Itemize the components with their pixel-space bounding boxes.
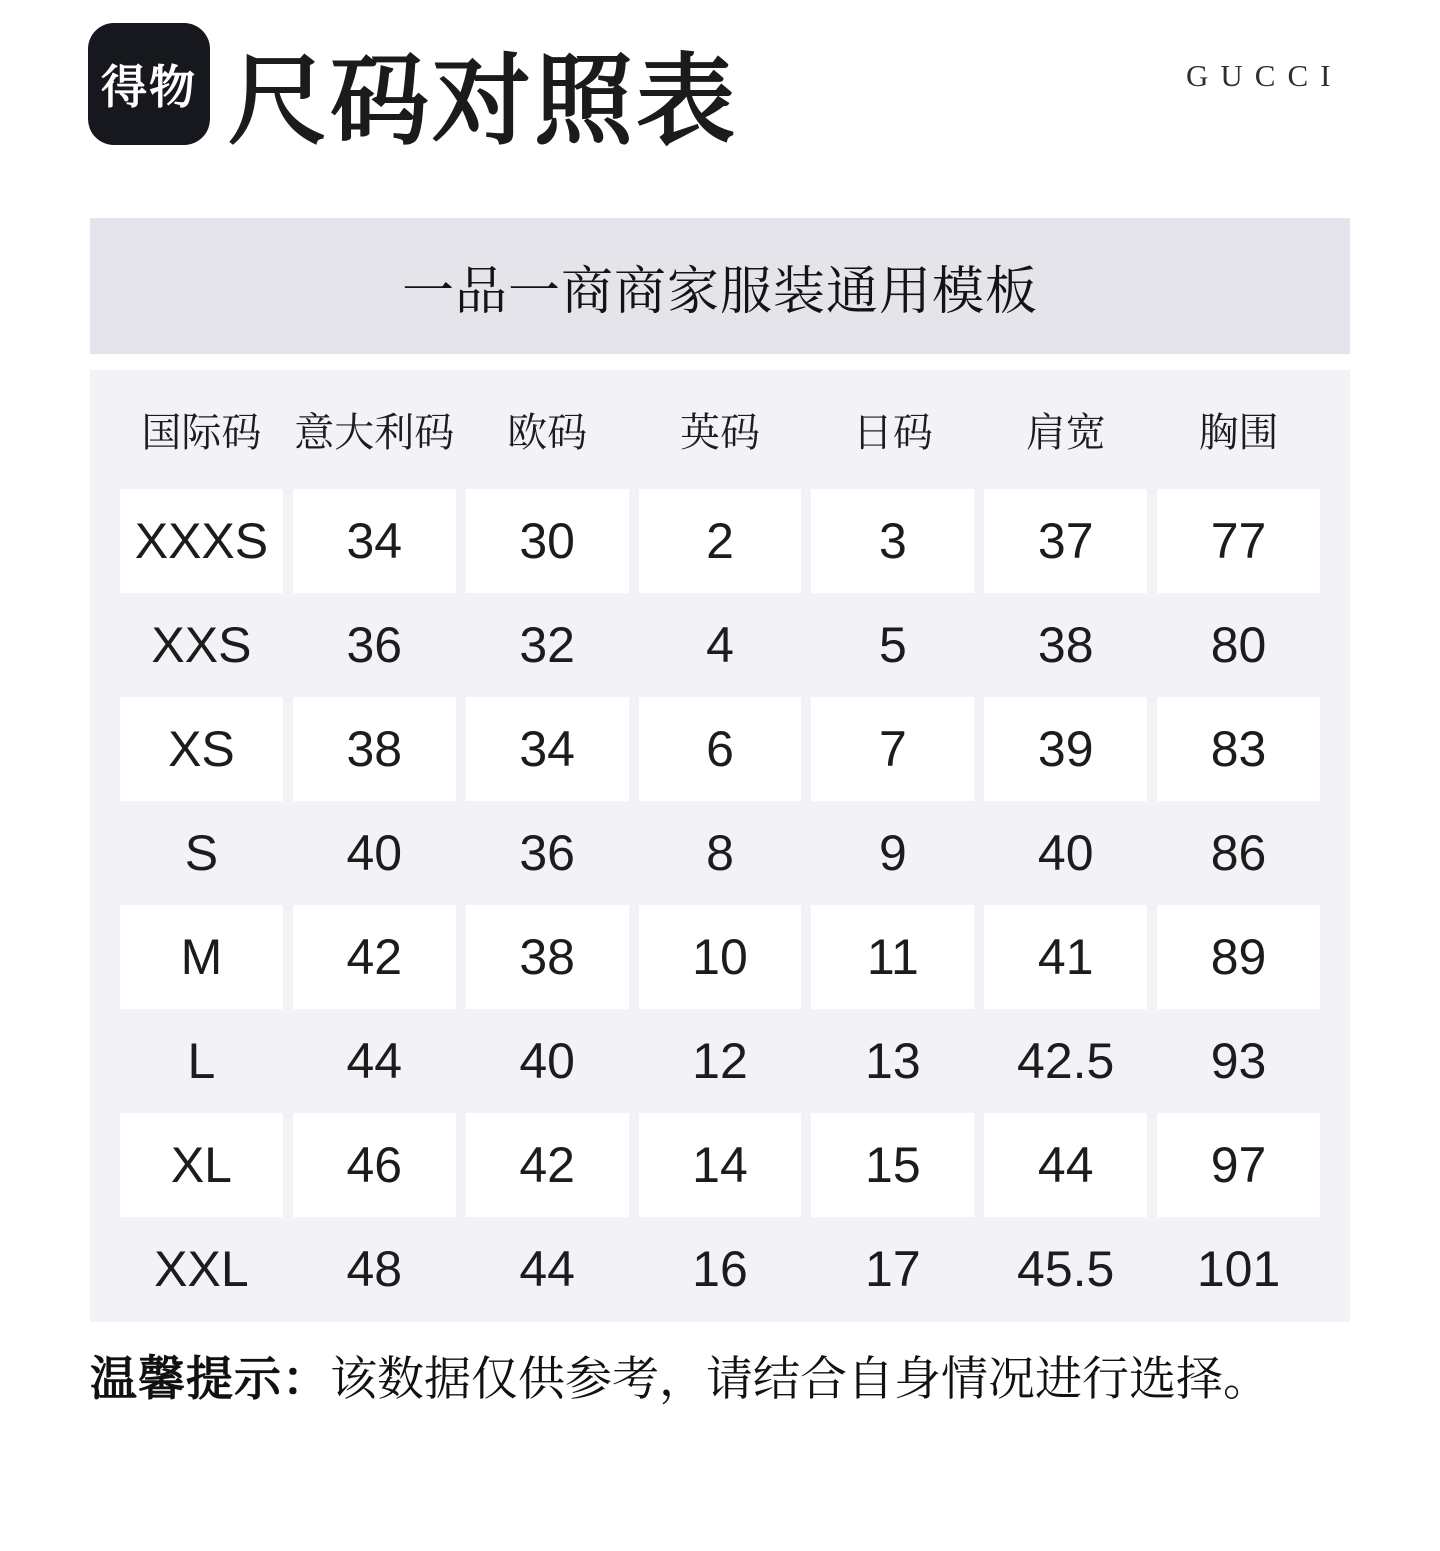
column-header-6: 胸围 bbox=[1198, 411, 1279, 455]
size-row-label: XXL bbox=[154, 1241, 249, 1297]
size-value: 5 bbox=[878, 617, 907, 673]
size-value: 93 bbox=[1210, 1033, 1267, 1089]
size-value: 44 bbox=[519, 1241, 575, 1297]
size-value: 101 bbox=[1196, 1241, 1281, 1297]
size-table bbox=[90, 370, 1350, 1322]
size-value: 97 bbox=[1157, 1113, 1320, 1217]
notice-text: 该数据仅供参考，请结合自身情况进行选择。 bbox=[330, 1352, 1270, 1405]
size-value: 11 bbox=[811, 905, 974, 1009]
size-value: 41 bbox=[984, 905, 1147, 1009]
template-banner bbox=[90, 218, 1350, 354]
size-value: 45.5 bbox=[1017, 1241, 1115, 1297]
size-value: 40 bbox=[1037, 825, 1094, 881]
size-value: 44 bbox=[984, 1113, 1147, 1217]
size-value: 30 bbox=[466, 489, 629, 593]
size-value: 46 bbox=[293, 1113, 456, 1217]
size-value: 38 bbox=[466, 905, 629, 1009]
size-value: 40 bbox=[519, 1033, 575, 1089]
size-value: 36 bbox=[346, 617, 403, 673]
size-value: 32 bbox=[519, 617, 575, 673]
size-value: 6 bbox=[639, 697, 802, 801]
column-header-2: 欧码 bbox=[507, 411, 588, 455]
size-row-label: M bbox=[120, 905, 283, 1009]
size-value: 77 bbox=[1157, 489, 1320, 593]
size-value: 13 bbox=[865, 1033, 921, 1089]
size-value: 86 bbox=[1210, 825, 1267, 881]
size-value: 37 bbox=[984, 489, 1147, 593]
size-value: 8 bbox=[706, 825, 734, 881]
size-value: 17 bbox=[865, 1241, 921, 1297]
dewu-logo bbox=[88, 23, 210, 145]
size-value: 14 bbox=[639, 1113, 802, 1217]
size-value: 34 bbox=[466, 697, 629, 801]
size-value: 2 bbox=[639, 489, 802, 593]
size-value: 3 bbox=[811, 489, 974, 593]
size-value: 38 bbox=[293, 697, 456, 801]
size-value: 42 bbox=[466, 1113, 629, 1217]
dewu-logo-text: 得物 bbox=[101, 61, 197, 113]
template-banner-text: 一品一商商家服装通用模板 bbox=[401, 262, 1038, 321]
size-value: 80 bbox=[1210, 617, 1267, 673]
size-value: 48 bbox=[346, 1241, 403, 1297]
size-value: 15 bbox=[811, 1113, 974, 1217]
size-value: 7 bbox=[811, 697, 974, 801]
size-value: 40 bbox=[346, 825, 403, 881]
size-value: 83 bbox=[1157, 697, 1320, 801]
size-value: 4 bbox=[706, 617, 734, 673]
size-row-label: XXS bbox=[151, 617, 252, 673]
size-row-label: XXXS bbox=[120, 489, 283, 593]
column-header-5: 肩宽 bbox=[1025, 411, 1106, 455]
size-value: 10 bbox=[639, 905, 802, 1009]
column-header-0: 国际码 bbox=[141, 411, 262, 455]
column-header-1: 意大利码 bbox=[294, 411, 455, 455]
size-value: 42 bbox=[293, 905, 456, 1009]
size-value: 42.5 bbox=[1017, 1033, 1115, 1089]
size-value: 36 bbox=[519, 825, 575, 881]
brand-wordmark: GUCCI bbox=[1186, 58, 1343, 93]
size-row-label: XL bbox=[120, 1113, 283, 1217]
size-value: 39 bbox=[984, 697, 1147, 801]
size-row-label: L bbox=[187, 1033, 216, 1089]
size-value: 89 bbox=[1157, 905, 1320, 1009]
size-row-label: S bbox=[184, 825, 219, 881]
column-header-4: 日码 bbox=[852, 411, 933, 455]
size-value: 16 bbox=[692, 1241, 748, 1297]
size-value: 44 bbox=[346, 1033, 403, 1089]
size-value: 38 bbox=[1037, 617, 1094, 673]
size-value: 9 bbox=[878, 825, 907, 881]
page-title: 尺码对照表 bbox=[228, 45, 738, 156]
size-value: 34 bbox=[293, 489, 456, 593]
size-row-label: XS bbox=[120, 697, 283, 801]
size-value: 12 bbox=[692, 1033, 748, 1089]
notice-label: 温馨提示： bbox=[90, 1352, 330, 1405]
notice bbox=[90, 1348, 1410, 1409]
column-header-3: 英码 bbox=[679, 411, 760, 455]
